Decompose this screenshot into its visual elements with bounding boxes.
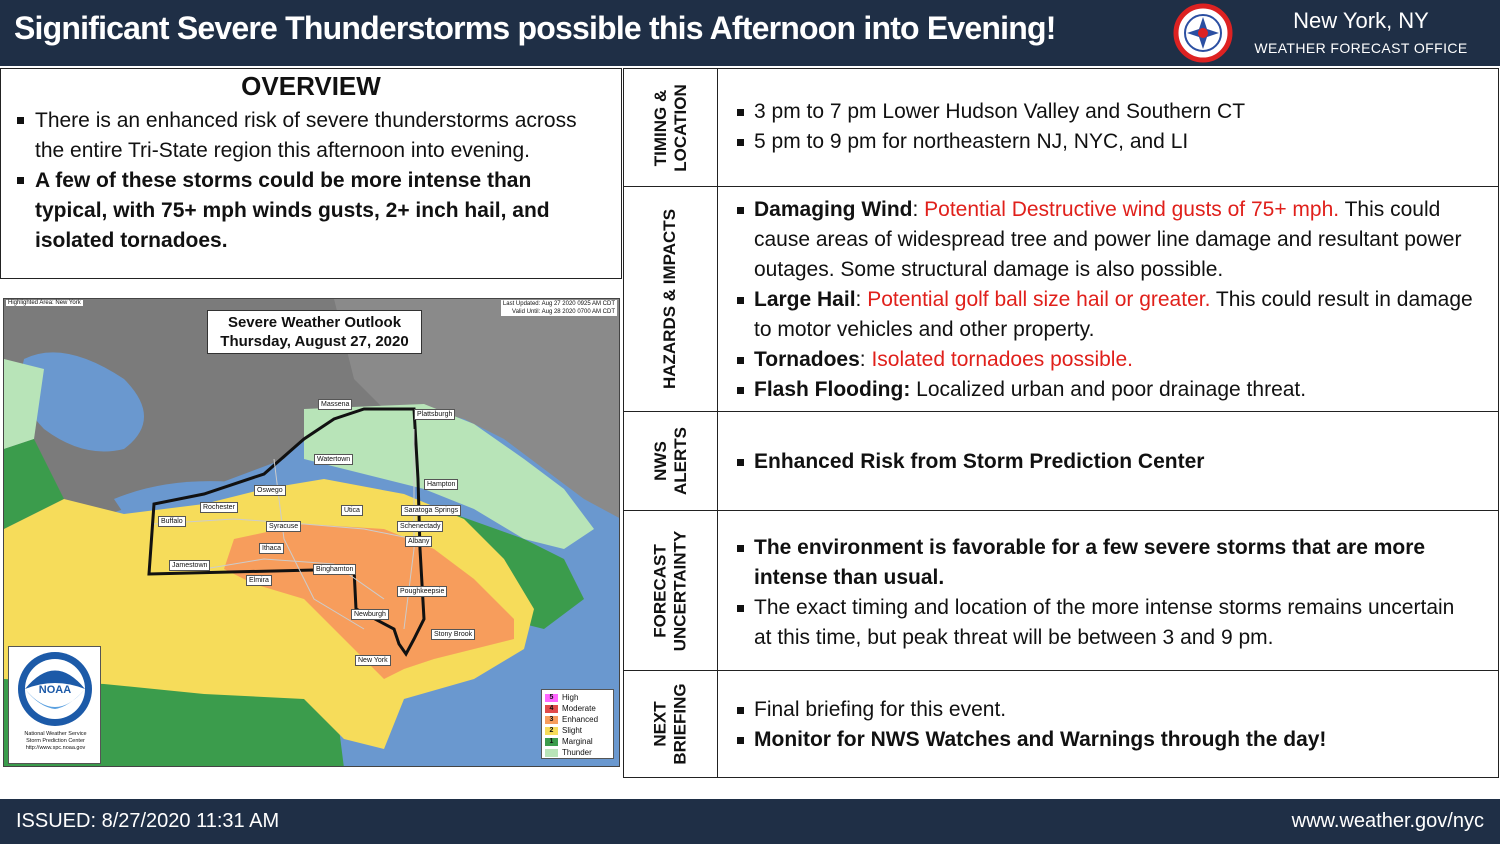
website-link[interactable]: www.weather.gov/nyc (1291, 810, 1484, 832)
city-label: Binghamton (313, 564, 356, 575)
bullet-icon (737, 737, 744, 744)
row-hazards-impacts (624, 186, 1498, 411)
list-item: Monitor for NWS Watches and Warnings through the day! (737, 725, 1477, 755)
row-body (719, 412, 1498, 510)
legend-item: 1 Marginal (545, 736, 610, 747)
noaa-logo-panel (8, 646, 101, 764)
city-label: Plattsburgh (414, 409, 455, 420)
page-title: Significant Severe Thunderstorms possible this Afternoon into Evening! (14, 10, 1056, 46)
city-label: Hampton (424, 479, 458, 490)
office-city: New York, NY (1293, 8, 1429, 33)
list-item: Tornadoes: Isolated tornadoes possible. (737, 345, 1477, 375)
bullet-icon (737, 109, 744, 116)
list-item: Flash Flooding: Localized urban and poor drainage threat. (737, 375, 1477, 405)
bullet-icon (17, 117, 24, 124)
list-item: There is an enhanced risk of severe thunderstorms across the entire Tri-State region this afternoon into evening. (17, 106, 577, 166)
city-label: Syracuse (266, 521, 301, 532)
map-updated-info: Last Updated: Aug 27 2020 0925 AM CDT Valid Until: Aug 28 2020 0700 AM CDT (502, 301, 615, 315)
list-item: Enhanced Risk from Storm Prediction Center (737, 447, 1477, 477)
row-nws-alerts (624, 411, 1498, 510)
row-forecast-uncertainty (624, 510, 1498, 670)
list-item: 3 pm to 7 pm Lower Hudson Valley and Southern CT (737, 97, 1477, 127)
noaa-logo-icon (9, 647, 102, 731)
highlighted-area-label: Highlighted Area: New York (8, 300, 81, 306)
city-label: Newburgh (351, 609, 389, 620)
bullet-icon (737, 707, 744, 714)
overview-panel (0, 68, 622, 279)
office-name: WEATHER FORECAST OFFICE (1254, 40, 1468, 56)
row-label: NEXT BRIEFING (624, 671, 718, 777)
city-label: Saratoga Springs (401, 505, 461, 516)
list-item: A few of these storms could be more intense than typical, with 75+ mph winds gusts, 2+ inch hail, and isolated tornadoes. (17, 166, 577, 256)
city-label: Buffalo (158, 516, 186, 527)
noaa-caption: National Weather Service Storm Prediction Center http://www.spc.noaa.gov (24, 731, 87, 751)
city-label: Jamestown (169, 560, 210, 571)
header-banner (0, 0, 1500, 66)
bullet-icon (737, 139, 744, 146)
svg-text:NOAA: NOAA (38, 684, 72, 696)
legend-item: Thunder (545, 747, 610, 758)
city-label: Albany (405, 536, 432, 547)
city-label: Massena (318, 399, 352, 410)
overview-title: OVERVIEW (241, 71, 381, 101)
row-label: FORECAST UNCERTAINTY (624, 511, 718, 670)
legend-item: 2 Slight (545, 725, 610, 736)
row-label: TIMING & LOCATION (624, 69, 718, 186)
risk-legend (541, 689, 614, 759)
bullet-icon (737, 545, 744, 552)
bullet-icon (737, 207, 744, 214)
city-label: Elmira (246, 575, 272, 586)
row-label: NWS ALERTS (624, 412, 718, 510)
bullet-icon (737, 387, 744, 394)
city-label: Poughkeepsie (397, 586, 447, 597)
overview-list (17, 106, 621, 256)
briefing-table (623, 68, 1499, 778)
issued-timestamp: ISSUED: 8/27/2020 11:31 AM (16, 810, 280, 832)
list-item: Damaging Wind: Potential Destructive wind gusts of 75+ mph. This could cause areas of widespread tree and power line damage and resultant power outages. Some structural damage is also possible. (737, 195, 1477, 285)
city-label: New York (355, 655, 391, 666)
city-label: Ithaca (259, 543, 284, 554)
row-body (719, 69, 1498, 186)
bullet-icon (737, 459, 744, 466)
bullet-icon (737, 297, 744, 304)
footer-banner (0, 799, 1500, 844)
list-item: Large Hail: Potential golf ball size hail or greater. This could result in damage to motor vehicles and other property. (737, 285, 1477, 345)
list-item: Final briefing for this event. (737, 695, 1477, 725)
row-label: HAZARDS & IMPACTS (624, 187, 718, 411)
city-label: Rochester (200, 502, 238, 513)
city-label: Utica (341, 505, 363, 516)
outlook-map (3, 298, 620, 767)
bullet-icon (17, 177, 24, 184)
legend-item: 4 Moderate (545, 703, 610, 714)
legend-item: 5 High (545, 692, 610, 703)
map-title: Severe Weather Outlook Thursday, August 27, 2020 (207, 310, 422, 354)
row-next-briefing (624, 670, 1498, 777)
row-body (719, 511, 1498, 670)
city-label: Oswego (254, 485, 286, 496)
legend-item: 3 Enhanced (545, 714, 610, 725)
bullet-icon (737, 605, 744, 612)
row-body (719, 187, 1498, 411)
list-item: 5 pm to 9 pm for northeastern NJ, NYC, and LI (737, 127, 1477, 157)
bullet-icon (737, 357, 744, 364)
row-timing-location (624, 69, 1498, 186)
nws-seal-icon (1172, 3, 1234, 63)
city-label: Watertown (314, 454, 353, 465)
list-item: The environment is favorable for a few severe storms that are more intense than usual. (737, 533, 1477, 593)
row-body (719, 671, 1498, 777)
list-item: The exact timing and location of the more intense storms remains uncertain at this time, but peak threat will be between 3 and 9 pm. (737, 593, 1477, 653)
city-label: Stony Brook (431, 629, 475, 640)
city-label: Schenectady (397, 521, 443, 532)
